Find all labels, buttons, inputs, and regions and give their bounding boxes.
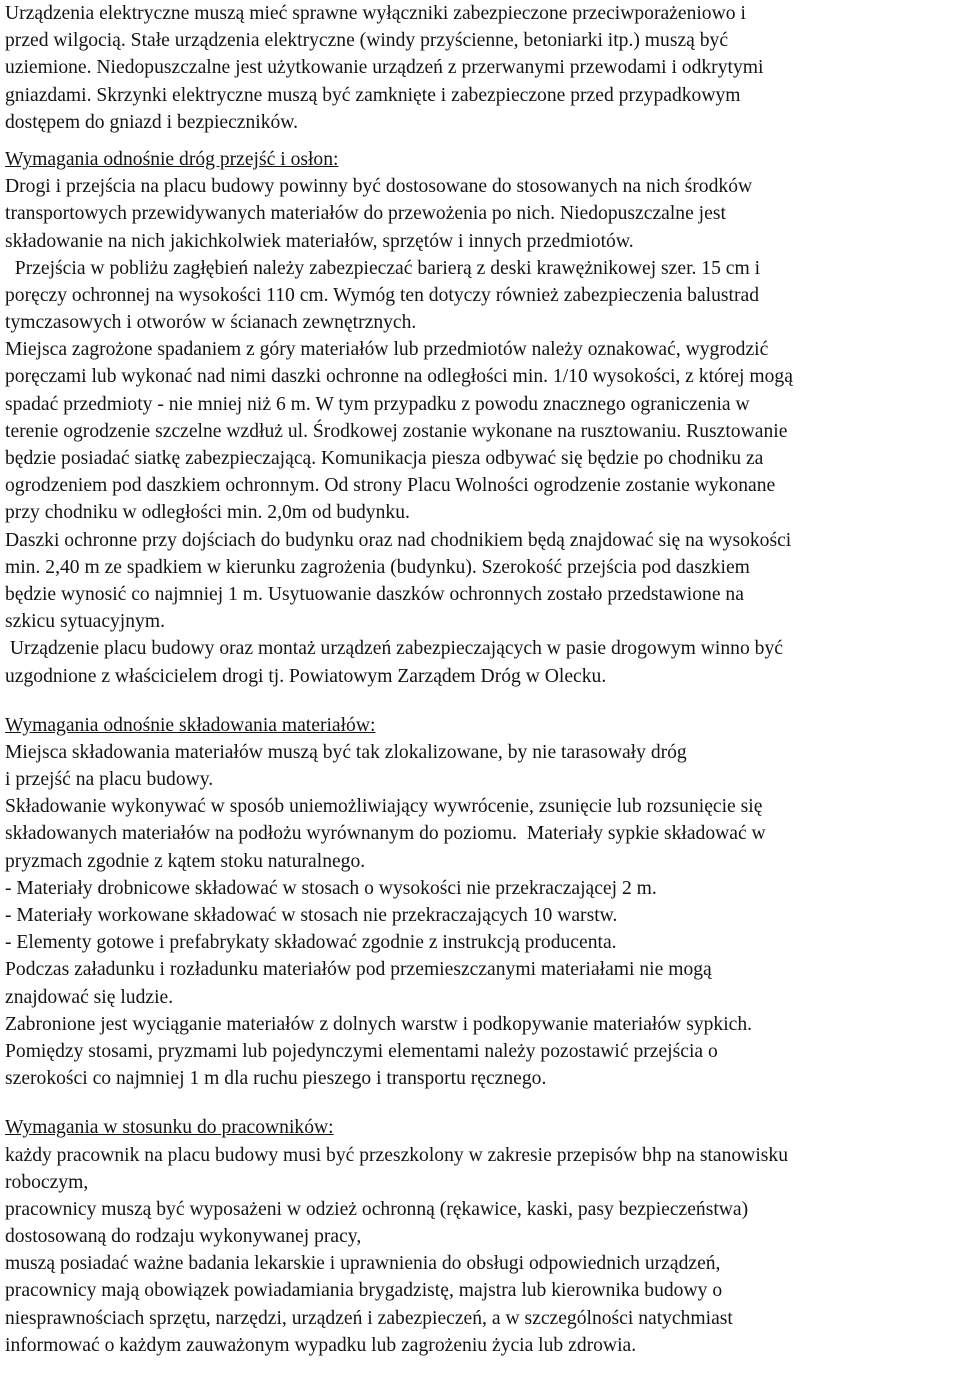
text-line: Miejsca zagrożone spadaniem z góry materiałów lub przedmiotów należy oznakować, wygrodzić	[5, 339, 769, 361]
text-line: Daszki ochronne przy dojściach do budynku oraz nad chodnikiem będą znajdować się na wysokości	[5, 529, 792, 551]
spacer	[5, 1092, 955, 1114]
text-line: każdy pracownik na placu budowy musi być przeszkolony w zakresie przepisów bhp na stanowisku	[5, 1144, 788, 1166]
text-line: i przejść na placu budowy.	[5, 769, 214, 791]
text-line: szerokości co najmniej 1 m dla ruchu pieszego i transportu ręcznego.	[5, 1068, 547, 1090]
text-line: będzie posiadać siatkę zabezpieczającą. Komunikacja piesza odbywać się będzie po chodniku za	[5, 448, 764, 469]
text-line: transportowych przewidywanych materiałów do przewożenia po nich. Niedopuszczalne jest	[5, 203, 726, 225]
text-line: tymczasowych i otworów w ścianach zewnętrznych.	[5, 312, 417, 334]
text-line: dostępem do gniazd i bezpieczników.	[5, 111, 299, 133]
text-line: gniazdami. Skrzynki elektryczne muszą być zamknięte i zabezpieczone przed przypadkowym	[5, 84, 741, 106]
text-line: informować o każdym zauważonym wypadku lub zagrożeniu życia lub zdrowia.	[5, 1334, 637, 1356]
text-line: uziemione. Niedopuszczalne jest użytkowanie urządzeń z przerwanymi przewodami i odkrytymi	[5, 57, 764, 79]
text-line: uzgodnione z właścicielem drogi tj. Powiatowym Zarządem Dróg w Olecku.	[5, 665, 607, 687]
text-line: będzie wynosić co najmniej 1 m. Usytuowanie daszków ochronnych zostało przedstawione na	[5, 583, 744, 605]
section-heading: Wymagania odnośnie dróg przejść i osłon:	[5, 148, 339, 170]
text-line: pracownicy mają obowiązek powiadamiania brygadzistę, majstra lub kierownika budowy o	[5, 1280, 723, 1302]
intro-paragraph	[5, 0, 955, 136]
text-line: znajdować się ludzie.	[5, 986, 174, 1008]
text-line: Urządzenia elektryczne muszą mieć sprawne wyłączniki zabezpieczone przeciwporażeniowo i	[5, 3, 746, 24]
text-line: muszą posiadać ważne badania lekarskie i uprawnienia do obsługi odpowiednich urządzeń,	[5, 1253, 721, 1275]
text-line: Zabronione jest wyciąganie materiałów z dolnych warstw i podkopywanie materiałów sypkich.	[5, 1013, 753, 1035]
text-line: min. 2,40 m ze spadkiem w kierunku zagrożenia (budynku). Szerokość przejścia pod daszkiem	[5, 556, 750, 578]
text-line: terenie ogrodzenie szczelne wzdłuż ul. Środkowej zostanie wykonane na rusztowaniu. Rusztowanie	[5, 420, 788, 442]
text-line: spadać przedmioty - nie mniej niż 6 m. W tym przypadku z powodu znacznego ograniczenia w	[5, 393, 750, 415]
section-heading: Wymagania odnośnie składowania materiałów:	[5, 714, 376, 736]
section-material-storage	[5, 712, 955, 1093]
text-line: pryzmach zgodnie z kątem stoku naturalnego.	[5, 850, 366, 872]
text-line: niesprawnościach sprzętu, narzędzi, urządzeń i zabezpieczeń, a w szczególności natychmiast	[5, 1307, 733, 1329]
spacer	[5, 136, 955, 146]
document-page	[5, 0, 955, 1359]
section-heading: Wymagania w stosunku do pracowników:	[5, 1117, 334, 1139]
text-line: Drogi i przejścia na placu budowy powinny być dostosowane do stosowanych na nich środków	[5, 176, 753, 198]
text-line: Przejścia w pobliżu zagłębień należy zabezpieczać barierą z deski krawężnikowej szer. 15 cm i	[5, 257, 761, 279]
text-line: składowanie na nich jakichkolwiek materiałów, sprzętów i innych przedmiotów.	[5, 230, 634, 252]
text-line: Pomiędzy stosami, pryzmami lub pojedynczymi elementami należy pozostawić przejścia o	[5, 1040, 718, 1062]
text-line: - Elementy gotowe i prefabrykaty składować zgodnie z instrukcją producenta.	[5, 932, 617, 954]
text-line: Podczas załadunku i rozładunku materiałów pod przemieszczanymi materiałami nie mogą	[5, 959, 712, 981]
text-line: przy chodniku w odległości min. 2,0m od budynku.	[5, 502, 410, 524]
text-line: Urządzenie placu budowy oraz montaż urządzeń zabezpieczających w pasie drogowym winno być	[5, 638, 783, 660]
text-line: - Materiały workowane składować w stosach nie przekraczających 10 warstw.	[5, 905, 618, 926]
text-line: roboczym,	[5, 1171, 89, 1193]
text-line: Miejsca składowania materiałów muszą być tak zlokalizowane, by nie tarasowały dróg	[5, 741, 687, 763]
text-line: ogrodzeniem pod daszkiem ochronnym. Od strony Placu Wolności ogrodzenie zostanie wykonane	[5, 475, 776, 497]
text-line: Składowanie wykonywać w sposób uniemożliwiający wywrócenie, zsunięcie lub rozsunięcie się	[5, 796, 763, 818]
text-line: - Materiały drobnicowe składować w stosach o wysokości nie przekraczającej 2 m.	[5, 877, 657, 899]
text-line: składowanych materiałów na podłożu wyrównanym do poziomu. Materiały sypkie składować w	[5, 823, 766, 845]
text-line: pracownicy muszą być wyposażeni w odzież ochronną (rękawice, kaski, pasy bezpieczeństwa)	[5, 1198, 749, 1220]
text-line: szkicu sytuacyjnym.	[5, 611, 165, 633]
text-line: dostosowaną do rodzaju wykonywanej pracy,	[5, 1226, 362, 1248]
section-paths-and-guards	[5, 146, 955, 690]
text-line: przed wilgocią. Stałe urządzenia elektryczne (windy przyścienne, betoniarki itp.) muszą być	[5, 30, 729, 52]
spacer	[5, 690, 955, 712]
text-line: poręczy ochronnej na wysokości 110 cm. Wymóg ten dotyczy również zabezpieczenia balustrad	[5, 284, 759, 306]
section-workers	[5, 1114, 955, 1359]
text-line: poręczami lub wykonać nad nimi daszki ochronne na odległości min. 1/10 wysokości, z której mogą	[5, 366, 793, 388]
